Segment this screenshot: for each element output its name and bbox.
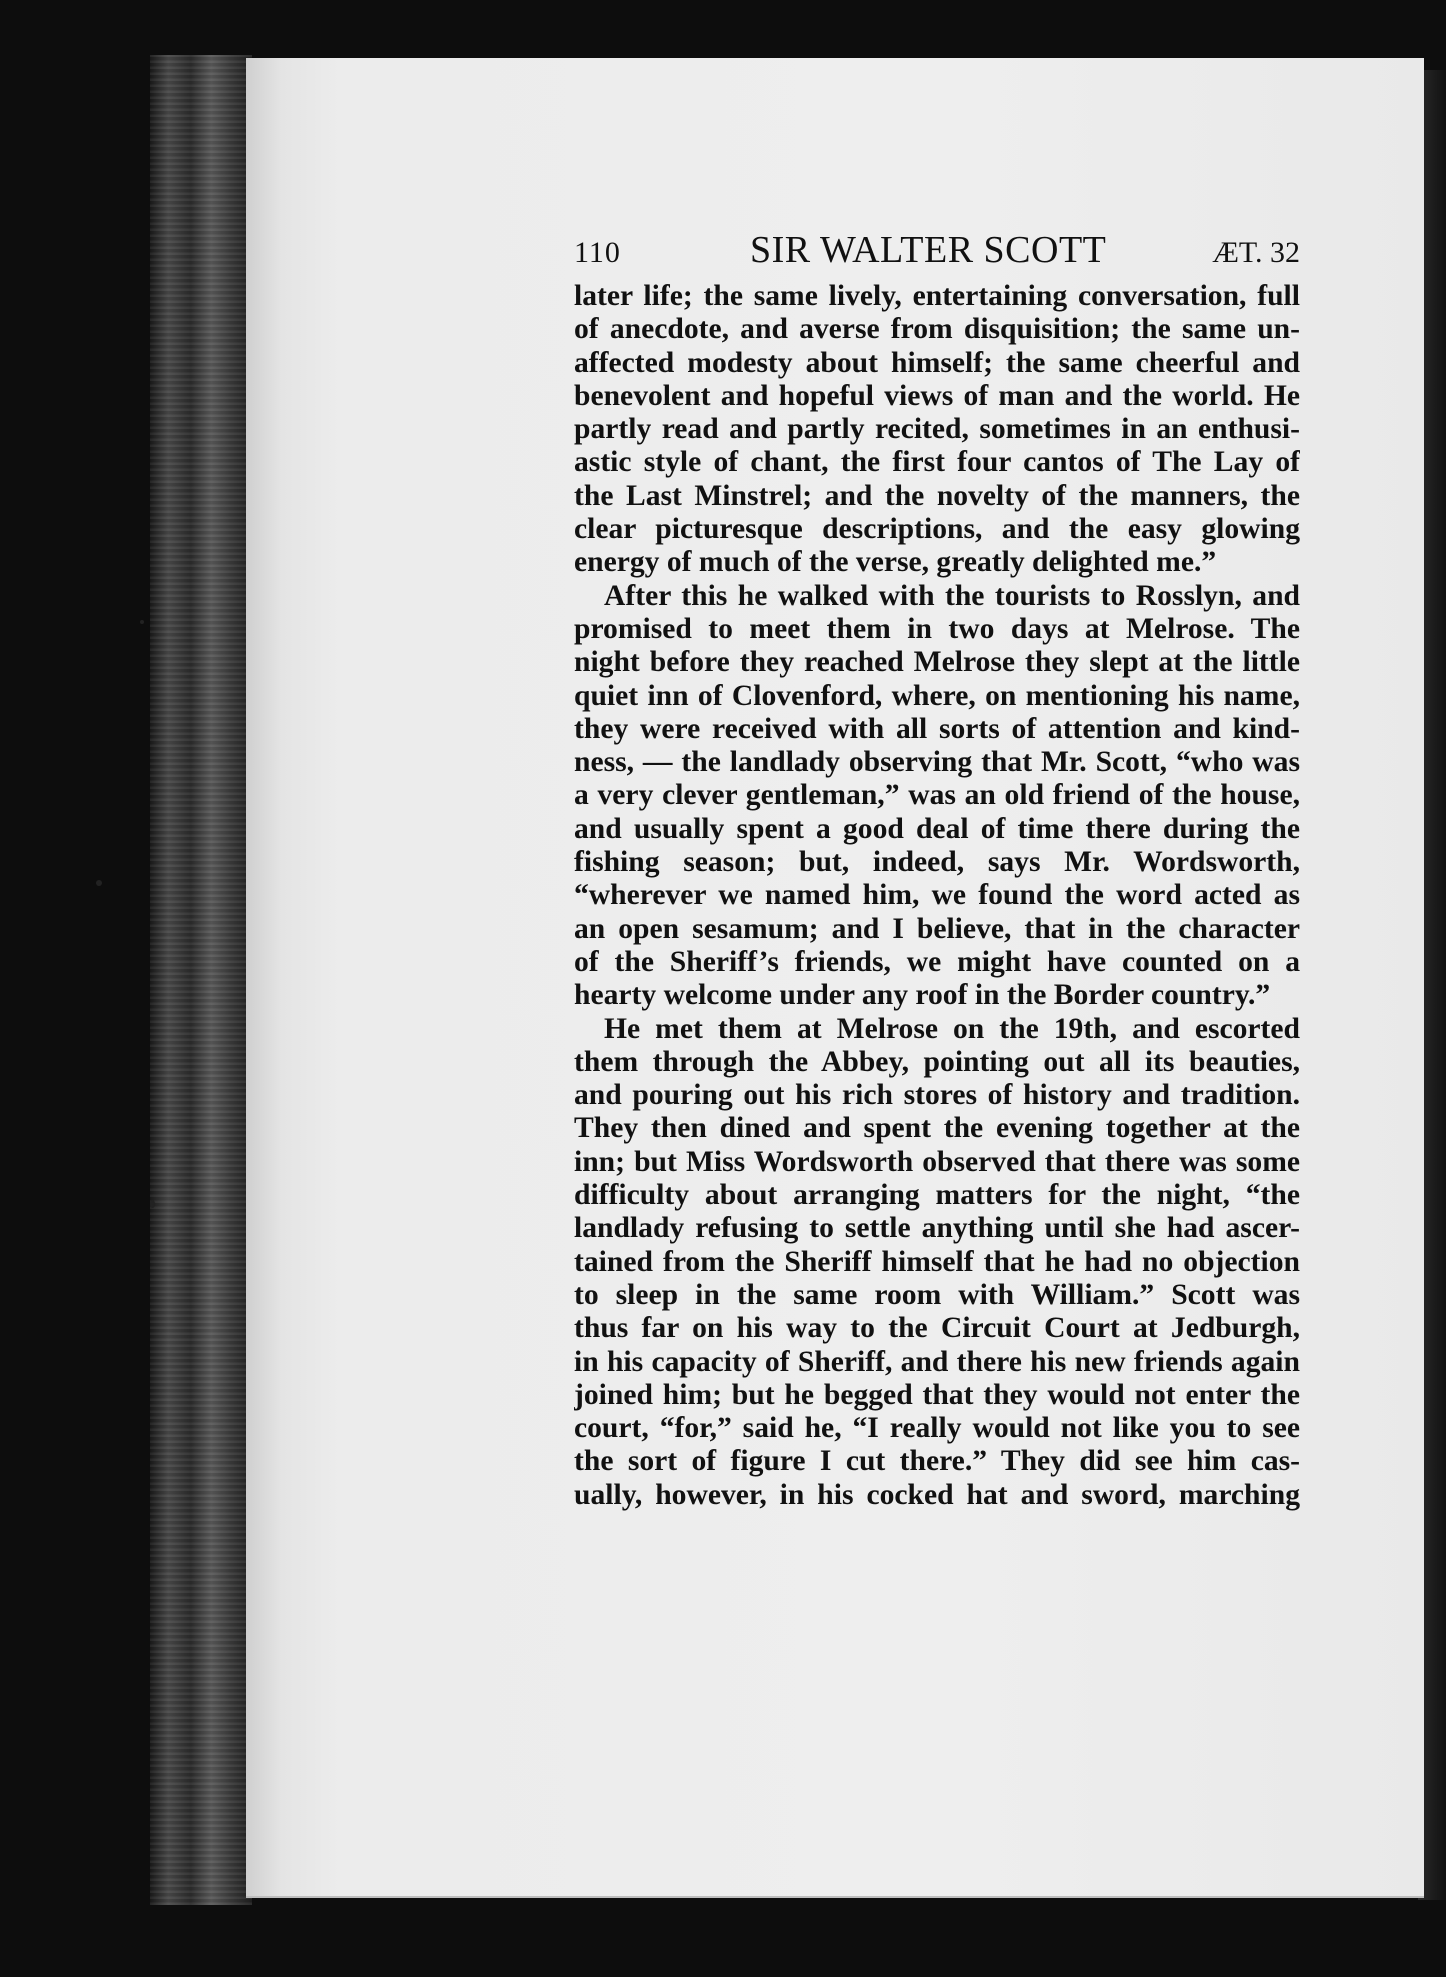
text-line: benevolent and hopeful views of man and the world. He	[574, 379, 1300, 412]
text-line: ually, however, in his cocked hat and sword, marching	[574, 1478, 1300, 1511]
text-line: of the Sheriff’s friends, we might have counted on a	[574, 945, 1300, 978]
text-line: of anecdote, and averse from disquisition; the same un-	[574, 313, 1300, 346]
text-line: He met them at Melrose on the 19th, and escorted	[604, 1012, 1300, 1045]
text-line: an open sesamum; and I believe, that in the character	[574, 912, 1300, 945]
text-line: and pouring out his rich stores of history and tradition.	[574, 1079, 1300, 1112]
text-line: joined him; but he begged that they would not enter the	[574, 1378, 1300, 1411]
text-line: After this he walked with the tourists to Rosslyn, and	[604, 579, 1300, 612]
text-line: difficulty about arranging matters for the night, “the	[574, 1179, 1300, 1212]
text-line: quiet inn of Clovenford, where, on mentioning his name,	[574, 679, 1300, 712]
text-line: them through the Abbey, pointing out all its beauties,	[574, 1045, 1300, 1078]
text-line: promised to meet them in two days at Melrose. The	[574, 612, 1300, 645]
text-line: a very clever gentleman,” was an old friend of the house,	[574, 779, 1300, 812]
text-line: affected modesty about himself; the same cheerful and	[574, 346, 1300, 379]
text-line: tained from the Sheriff himself that he had no objection	[574, 1245, 1300, 1278]
book-spine	[150, 55, 252, 1905]
text-line: clear picturesque descriptions, and the easy glowing	[574, 513, 1300, 546]
text-line: they were received with all sorts of attention and kind-	[574, 712, 1300, 745]
text-line: later life; the same lively, entertaining conversation, full	[574, 280, 1300, 312]
paragraph	[574, 280, 1300, 580]
text-line: ness, — the landlady observing that Mr. Scott, “who was	[574, 746, 1300, 779]
text-line: and usually spent a good deal of time there during the	[574, 812, 1300, 845]
text-line: thus far on his way to the Circuit Court at Jedburgh,	[574, 1312, 1300, 1345]
running-title: SIR WALTER SCOTT	[750, 229, 1107, 271]
ink-speck	[96, 880, 102, 886]
running-header	[574, 228, 1300, 274]
text-line: They then dined and spent the evening together at the	[574, 1112, 1300, 1145]
text-line: “wherever we named him, we found the word acted as	[574, 879, 1300, 912]
page-number: 110	[574, 236, 621, 269]
age-marker: ÆT. 32	[1212, 236, 1300, 269]
text-line: astic style of chant, the first four cantos of The Lay of	[574, 446, 1300, 479]
text-line: partly read and partly recited, sometimes in an enthusi-	[574, 413, 1300, 446]
ink-speck	[140, 620, 144, 624]
text-line: the sort of figure I cut there.” They did see him cas-	[574, 1445, 1300, 1478]
text-line: fishing season; but, indeed, says Mr. Wordsworth,	[574, 846, 1300, 879]
text-line: hearty welcome under any roof in the Border country.”	[574, 979, 1271, 1012]
text-line: landlady refusing to settle anything until she had ascer-	[574, 1212, 1300, 1245]
text-line: in his capacity of Sheriff, and there his new friends again	[574, 1345, 1300, 1378]
text-line: court, “for,” said he, “I really would not like you to see	[574, 1412, 1300, 1445]
text-line: energy of much of the verse, greatly delighted me.”	[574, 546, 1217, 579]
text-line: to sleep in the same room with William.” Scott was	[574, 1278, 1300, 1311]
paragraph	[574, 580, 1300, 1013]
ink-speck	[150, 1200, 155, 1208]
body-text	[574, 280, 1300, 1512]
paragraph	[574, 1013, 1300, 1512]
text-line: night before they reached Melrose they slept at the little	[574, 646, 1300, 679]
text-line: the Last Minstrel; and the novelty of the manners, the	[574, 479, 1300, 512]
text-line: inn; but Miss Wordsworth observed that there was some	[574, 1145, 1300, 1178]
